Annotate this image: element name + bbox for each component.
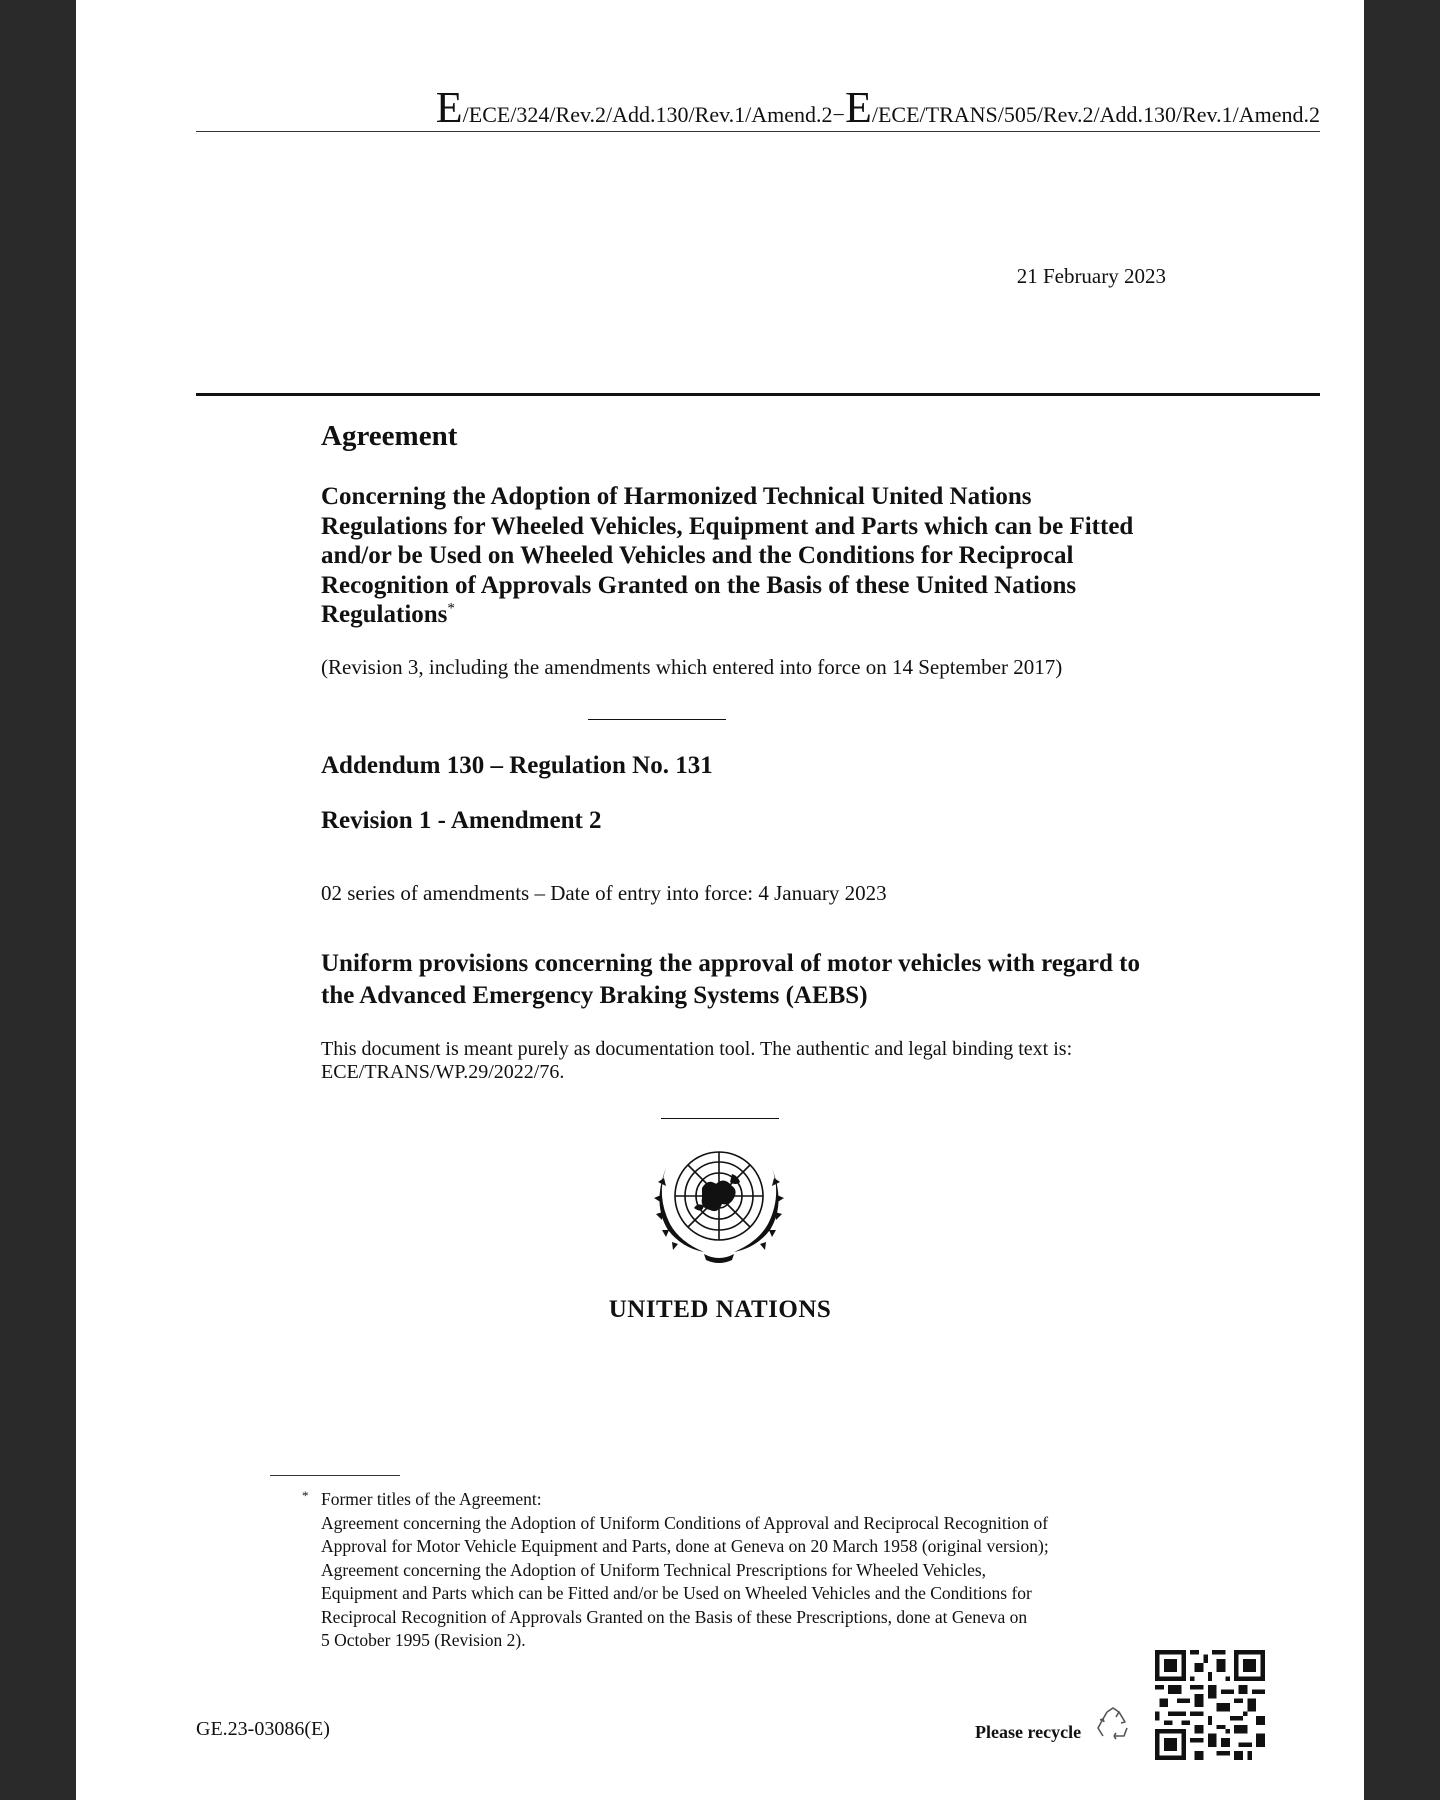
organization-name: UNITED NATIONS	[608, 1296, 832, 1323]
recycle-icon	[1093, 1704, 1133, 1744]
symbol-initial-1: E	[435, 83, 463, 132]
regulation-title: Uniform provisions concerning the approval of motor vehicles with regard to the Advanced Emergency Braking Systems (AEBS)	[321, 950, 1140, 1009]
document-number: GE.23-03086(E)	[196, 1718, 330, 1740]
series-note: 02 series of amendments – Date of entry into force: 4 January 2023	[321, 881, 887, 905]
footnote-line: Former titles of the Agreement:	[321, 1489, 542, 1509]
qr-code-icon[interactable]	[1155, 1650, 1265, 1760]
footnote-marker: *	[302, 1488, 309, 1503]
disclaimer-text: This document is meant purely as documentation tool. The authentic and legal binding text is: ECE/TRANS/WP.29/2022/76.	[321, 1038, 1073, 1083]
footnote-line: Agreement concerning the Adoption of Uniform Technical Prescriptions for Wheeled Vehicles,	[321, 1559, 987, 1580]
separator-rule	[588, 719, 726, 720]
agreement-heading: Agreement	[321, 420, 458, 452]
document-date: 21 February 2023	[1016, 264, 1166, 288]
header-rule	[196, 131, 1320, 132]
footnote-reference[interactable]: *	[447, 600, 455, 617]
revision-title: Revision 1 - Amendment 2	[321, 807, 602, 834]
footnote-line: Equipment and Parts which can be Fitted and/or be Used on Wheeled Vehicles and the Conditions for	[321, 1583, 1032, 1603]
agreement-subtitle	[321, 482, 1151, 630]
footnote-line: Approval for Motor Vehicle Equipment and Parts, done at Geneva on 20 March 1958 (original version);	[321, 1536, 1049, 1556]
footnote-rule	[270, 1475, 400, 1476]
separator-rule	[661, 1118, 779, 1119]
symbol-part-1: /ECE/324/Rev.2/Add.130/Rev.1/Amend.2−	[462, 102, 845, 127]
un-emblem-icon	[644, 1138, 794, 1272]
title-rule	[196, 393, 1320, 396]
revision-note: (Revision 3, including the amendments which entered into force on 14 September 2017)	[321, 655, 1063, 679]
symbol-part-2: /ECE/TRANS/505/Rev.2/Add.130/Rev.1/Amend.2	[871, 102, 1320, 127]
footnote-line: Reciprocal Recognition of Approvals Granted on the Basis of these Prescriptions, done at Geneva on	[321, 1606, 1028, 1627]
document-page	[76, 0, 1364, 1800]
footnote-text	[321, 1488, 1151, 1653]
footnote-line: Agreement concerning the Adoption of Uniform Conditions of Approval and Reciprocal Recognition of	[321, 1512, 1049, 1533]
agreement-subtitle-text: Concerning the Adoption of Harmonized Technical United Nations Regulations for Wheeled Vehicles, Equipment and Parts which can be Fitted and/or be Used on Wheeled Vehicles and the Conditions for Reciprocal Recognition of Approvals Granted on the Basis of these United Nations Regulations	[321, 483, 1134, 628]
please-recycle-label: Please recycle	[975, 1722, 1082, 1742]
document-symbol	[196, 83, 1320, 135]
addendum-title: Addendum 130 – Regulation No. 131	[321, 752, 713, 779]
symbol-initial-2: E	[844, 83, 872, 132]
footnote-line: 5 October 1995 (Revision 2).	[321, 1630, 526, 1650]
